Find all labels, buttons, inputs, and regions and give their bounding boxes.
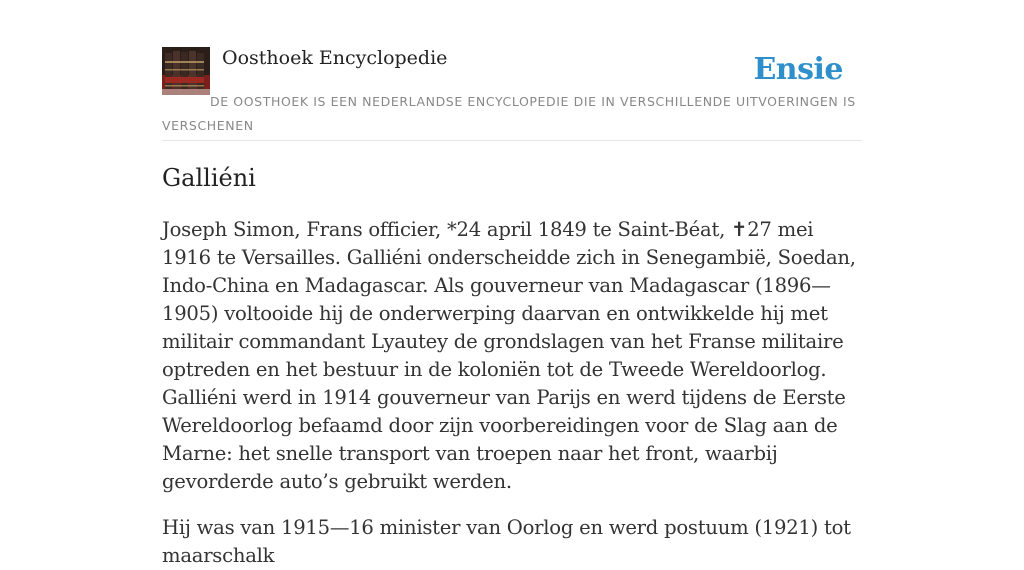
article [162,162,867,570]
article-paragraph: Hij was van 1915—16 minister van Oorlog en werd postuum (1921) tot maarschalk [162,516,851,567]
site-title[interactable]: Oosthoek Encyclopedie [222,47,448,69]
ensie-logo[interactable]: Ensie [753,52,843,87]
article-paragraph: Joseph Simon, Frans officier, *24 april 1849 te Saint-Béat, ✝27 mei 1916 te Versailles. Galliéni onderscheidde zich in Senegambië, Soedan, Indo-China en Madagascar. Als gouverneur van Madagascar (1896—1905) voltooide hij de onderwerping daarvan en ontwikkelde hij met militair commandant Lyautey de grondslagen van het Franse militaire optreden en het bestuur in de koloniën tot de Tweede Wereldoorlog. Galliéni werd in 1914 gouverneur van Parijs en werd tijdens de Eerste Wereldoorlog befaamd door zijn voorbereidingen voor de Slag aan de Marne: het snelle transport van troepen naar het front, waarbij gevorderde auto’s gebruikt werden. [162,218,856,493]
site-tagline: DE OOSTHOEK IS EEN NEDERLANDSE ENCYCLOPEDIE DIE IN VERSCHILLENDE UITVOERINGEN IS VERSCHENEN [162,94,856,133]
book-spines-icon [162,47,210,95]
article-title: Galliéni [162,164,256,192]
encyclopedia-avatar[interactable] [162,47,210,95]
site-header [162,46,862,141]
